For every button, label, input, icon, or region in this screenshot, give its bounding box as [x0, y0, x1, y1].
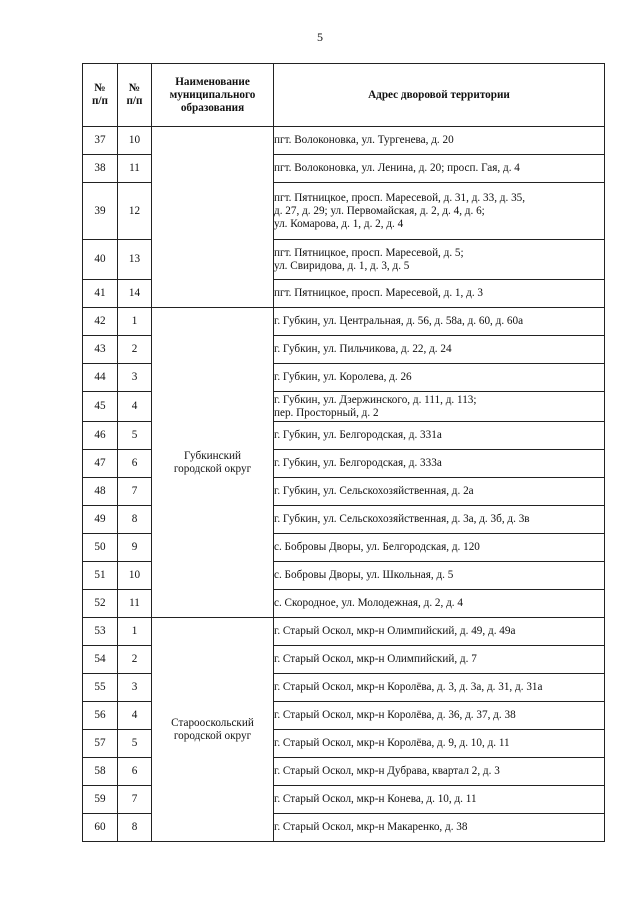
- row-local-number: 5: [118, 422, 152, 450]
- address-line: пгт. Пятницкое, просп. Маресевой, д. 1, д. 3: [274, 287, 484, 299]
- address-cell: [274, 562, 605, 590]
- row-number: 56: [83, 702, 118, 730]
- address-cell: [274, 155, 605, 183]
- table-body: [83, 127, 605, 842]
- header-local-number: [118, 64, 152, 127]
- header-municipality: [152, 64, 274, 127]
- row-local-number: 14: [118, 280, 152, 308]
- header-number-line: п/п: [91, 95, 108, 107]
- header-local-number-line: п/п: [126, 95, 143, 107]
- row-local-number: 7: [118, 786, 152, 814]
- address-cell: [274, 240, 605, 280]
- address-cell: [274, 478, 605, 506]
- address-cell: [274, 127, 605, 155]
- table-row: [83, 308, 605, 336]
- row-local-number: 5: [118, 730, 152, 758]
- address-line: с. Бобровы Дворы, ул. Школьная, д. 5: [274, 569, 454, 581]
- address-line: пгт. Волоконовка, ул. Тургенева, д. 20: [274, 134, 454, 146]
- row-number: 50: [83, 534, 118, 562]
- row-local-number: 2: [118, 336, 152, 364]
- address-line: г. Старый Оскол, мкр-н Макаренко, д. 38: [274, 821, 468, 833]
- address-line: г. Губкин, ул. Сельскохозяйственная, д. 2а: [274, 485, 474, 497]
- row-local-number: 12: [118, 183, 152, 240]
- row-local-number: 9: [118, 534, 152, 562]
- address-line: г. Старый Оскол, мкр-н Королёва, д. 3, д. 3а, д. 31, д. 31а: [274, 681, 543, 693]
- row-number: 42: [83, 308, 118, 336]
- address-line: г. Губкин, ул. Белгородская, д. 333а: [274, 457, 442, 469]
- row-local-number: 3: [118, 364, 152, 392]
- row-number: 44: [83, 364, 118, 392]
- address-cell: [274, 392, 605, 422]
- row-number: 39: [83, 183, 118, 240]
- row-number: 54: [83, 646, 118, 674]
- row-local-number: 6: [118, 758, 152, 786]
- header-municipality-line: Наименование: [175, 75, 250, 88]
- municipality-name-line: городской округ: [173, 462, 252, 475]
- address-cell: [274, 758, 605, 786]
- row-local-number: 2: [118, 646, 152, 674]
- address-line: г. Старый Оскол, мкр-н Конева, д. 10, д. 11: [274, 793, 477, 805]
- address-line: г. Старый Оскол, мкр-н Олимпийский, д. 49, д. 49а: [274, 625, 516, 637]
- address-cell: [274, 422, 605, 450]
- row-number: 48: [83, 478, 118, 506]
- address-cell: [274, 702, 605, 730]
- address-line: г. Губкин, ул. Белгородская, д. 331а: [274, 429, 442, 441]
- address-cell: [274, 308, 605, 336]
- row-local-number: 6: [118, 450, 152, 478]
- address-cell: [274, 364, 605, 392]
- row-number: 53: [83, 618, 118, 646]
- row-number: 52: [83, 590, 118, 618]
- row-local-number: 4: [118, 702, 152, 730]
- row-local-number: 13: [118, 240, 152, 280]
- address-line: пгт. Волоконовка, ул. Ленина, д. 20; просп. Гая, д. 4: [274, 162, 520, 174]
- address-cell: [274, 183, 605, 240]
- row-number: 43: [83, 336, 118, 364]
- municipality-cell: [152, 308, 274, 618]
- header-number-line: №: [94, 82, 106, 94]
- address-cell: [274, 280, 605, 308]
- header-address: Адрес дворовой территории: [274, 64, 605, 127]
- row-local-number: 11: [118, 155, 152, 183]
- address-line: д. 27, д. 29; ул. Первомайская, д. 2, д. 4, д. 6;: [274, 204, 485, 217]
- address-cell: [274, 590, 605, 618]
- address-cell: [274, 506, 605, 534]
- row-local-number: 10: [118, 127, 152, 155]
- row-local-number: 1: [118, 618, 152, 646]
- address-cell: [274, 814, 605, 842]
- address-line: ул. Комарова, д. 1, д. 2, д. 4: [274, 217, 404, 230]
- row-local-number: 10: [118, 562, 152, 590]
- header-municipality-line: образования: [180, 101, 245, 114]
- table-header-row: [83, 64, 605, 127]
- address-cell: [274, 730, 605, 758]
- address-line: ул. Свиридова, д. 1, д. 3, д. 5: [274, 259, 410, 272]
- table-row: [83, 618, 605, 646]
- row-number: 57: [83, 730, 118, 758]
- municipality-name-line: Старооскольский: [171, 716, 254, 729]
- row-number: 45: [83, 392, 118, 422]
- row-local-number: 4: [118, 392, 152, 422]
- address-line: г. Губкин, ул. Сельскохозяйственная, д. 3а, д. 3б, д. 3в: [274, 513, 530, 525]
- header-number: [83, 64, 118, 127]
- address-line: пгт. Пятницкое, просп. Маресевой, д. 31, д. 33, д. 35,: [274, 191, 526, 204]
- row-number: 38: [83, 155, 118, 183]
- municipality-name-line: городской округ: [173, 729, 252, 742]
- row-number: 55: [83, 674, 118, 702]
- row-number: 58: [83, 758, 118, 786]
- row-number: 37: [83, 127, 118, 155]
- row-local-number: 7: [118, 478, 152, 506]
- address-cell: [274, 336, 605, 364]
- address-line: г. Губкин, ул. Пильчикова, д. 22, д. 24: [274, 343, 452, 355]
- row-number: 51: [83, 562, 118, 590]
- municipality-cell: [152, 618, 274, 842]
- address-line: с. Бобровы Дворы, ул. Белгородская, д. 120: [274, 541, 480, 553]
- address-line: пер. Просторный, д. 2: [274, 406, 379, 419]
- header-local-number-line: №: [128, 82, 141, 94]
- address-line: г. Старый Оскол, мкр-н Дубрава, квартал 2, д. 3: [274, 765, 500, 777]
- row-local-number: 3: [118, 674, 152, 702]
- row-local-number: 1: [118, 308, 152, 336]
- address-line: г. Губкин, ул. Королева, д. 26: [274, 371, 412, 383]
- row-number: 60: [83, 814, 118, 842]
- municipality-name-line: Губкинский: [184, 449, 241, 462]
- address-line: г. Губкин, ул. Центральная, д. 56, д. 58а, д. 60, д. 60а: [274, 315, 524, 327]
- row-number: 47: [83, 450, 118, 478]
- address-cell: [274, 786, 605, 814]
- address-line: г. Старый Оскол, мкр-н Королёва, д. 36, д. 37, д. 38: [274, 709, 516, 721]
- address-line: с. Скородное, ул. Молодежная, д. 2, д. 4: [274, 597, 463, 609]
- page-number: 5: [317, 30, 323, 44]
- address-cell: [274, 450, 605, 478]
- municipality-cell: [152, 127, 274, 308]
- address-line: пгт. Пятницкое, просп. Маресевой, д. 5;: [274, 246, 464, 259]
- header-municipality-line: муниципального: [169, 88, 256, 101]
- row-number: 59: [83, 786, 118, 814]
- address-line: г. Губкин, ул. Дзержинского, д. 111, д. 113;: [274, 393, 477, 406]
- table-row: [83, 127, 605, 155]
- row-number: 40: [83, 240, 118, 280]
- row-number: 41: [83, 280, 118, 308]
- address-cell: [274, 646, 605, 674]
- row-number: 46: [83, 422, 118, 450]
- address-line: г. Старый Оскол, мкр-н Королёва, д. 9, д. 10, д. 11: [274, 737, 510, 749]
- row-number: 49: [83, 506, 118, 534]
- address-line: г. Старый Оскол, мкр-н Олимпийский, д. 7: [274, 653, 477, 665]
- row-local-number: 11: [118, 590, 152, 618]
- row-local-number: 8: [118, 814, 152, 842]
- courtyard-territories-table: [82, 63, 605, 842]
- row-local-number: 8: [118, 506, 152, 534]
- address-cell: [274, 618, 605, 646]
- address-cell: [274, 534, 605, 562]
- address-cell: [274, 674, 605, 702]
